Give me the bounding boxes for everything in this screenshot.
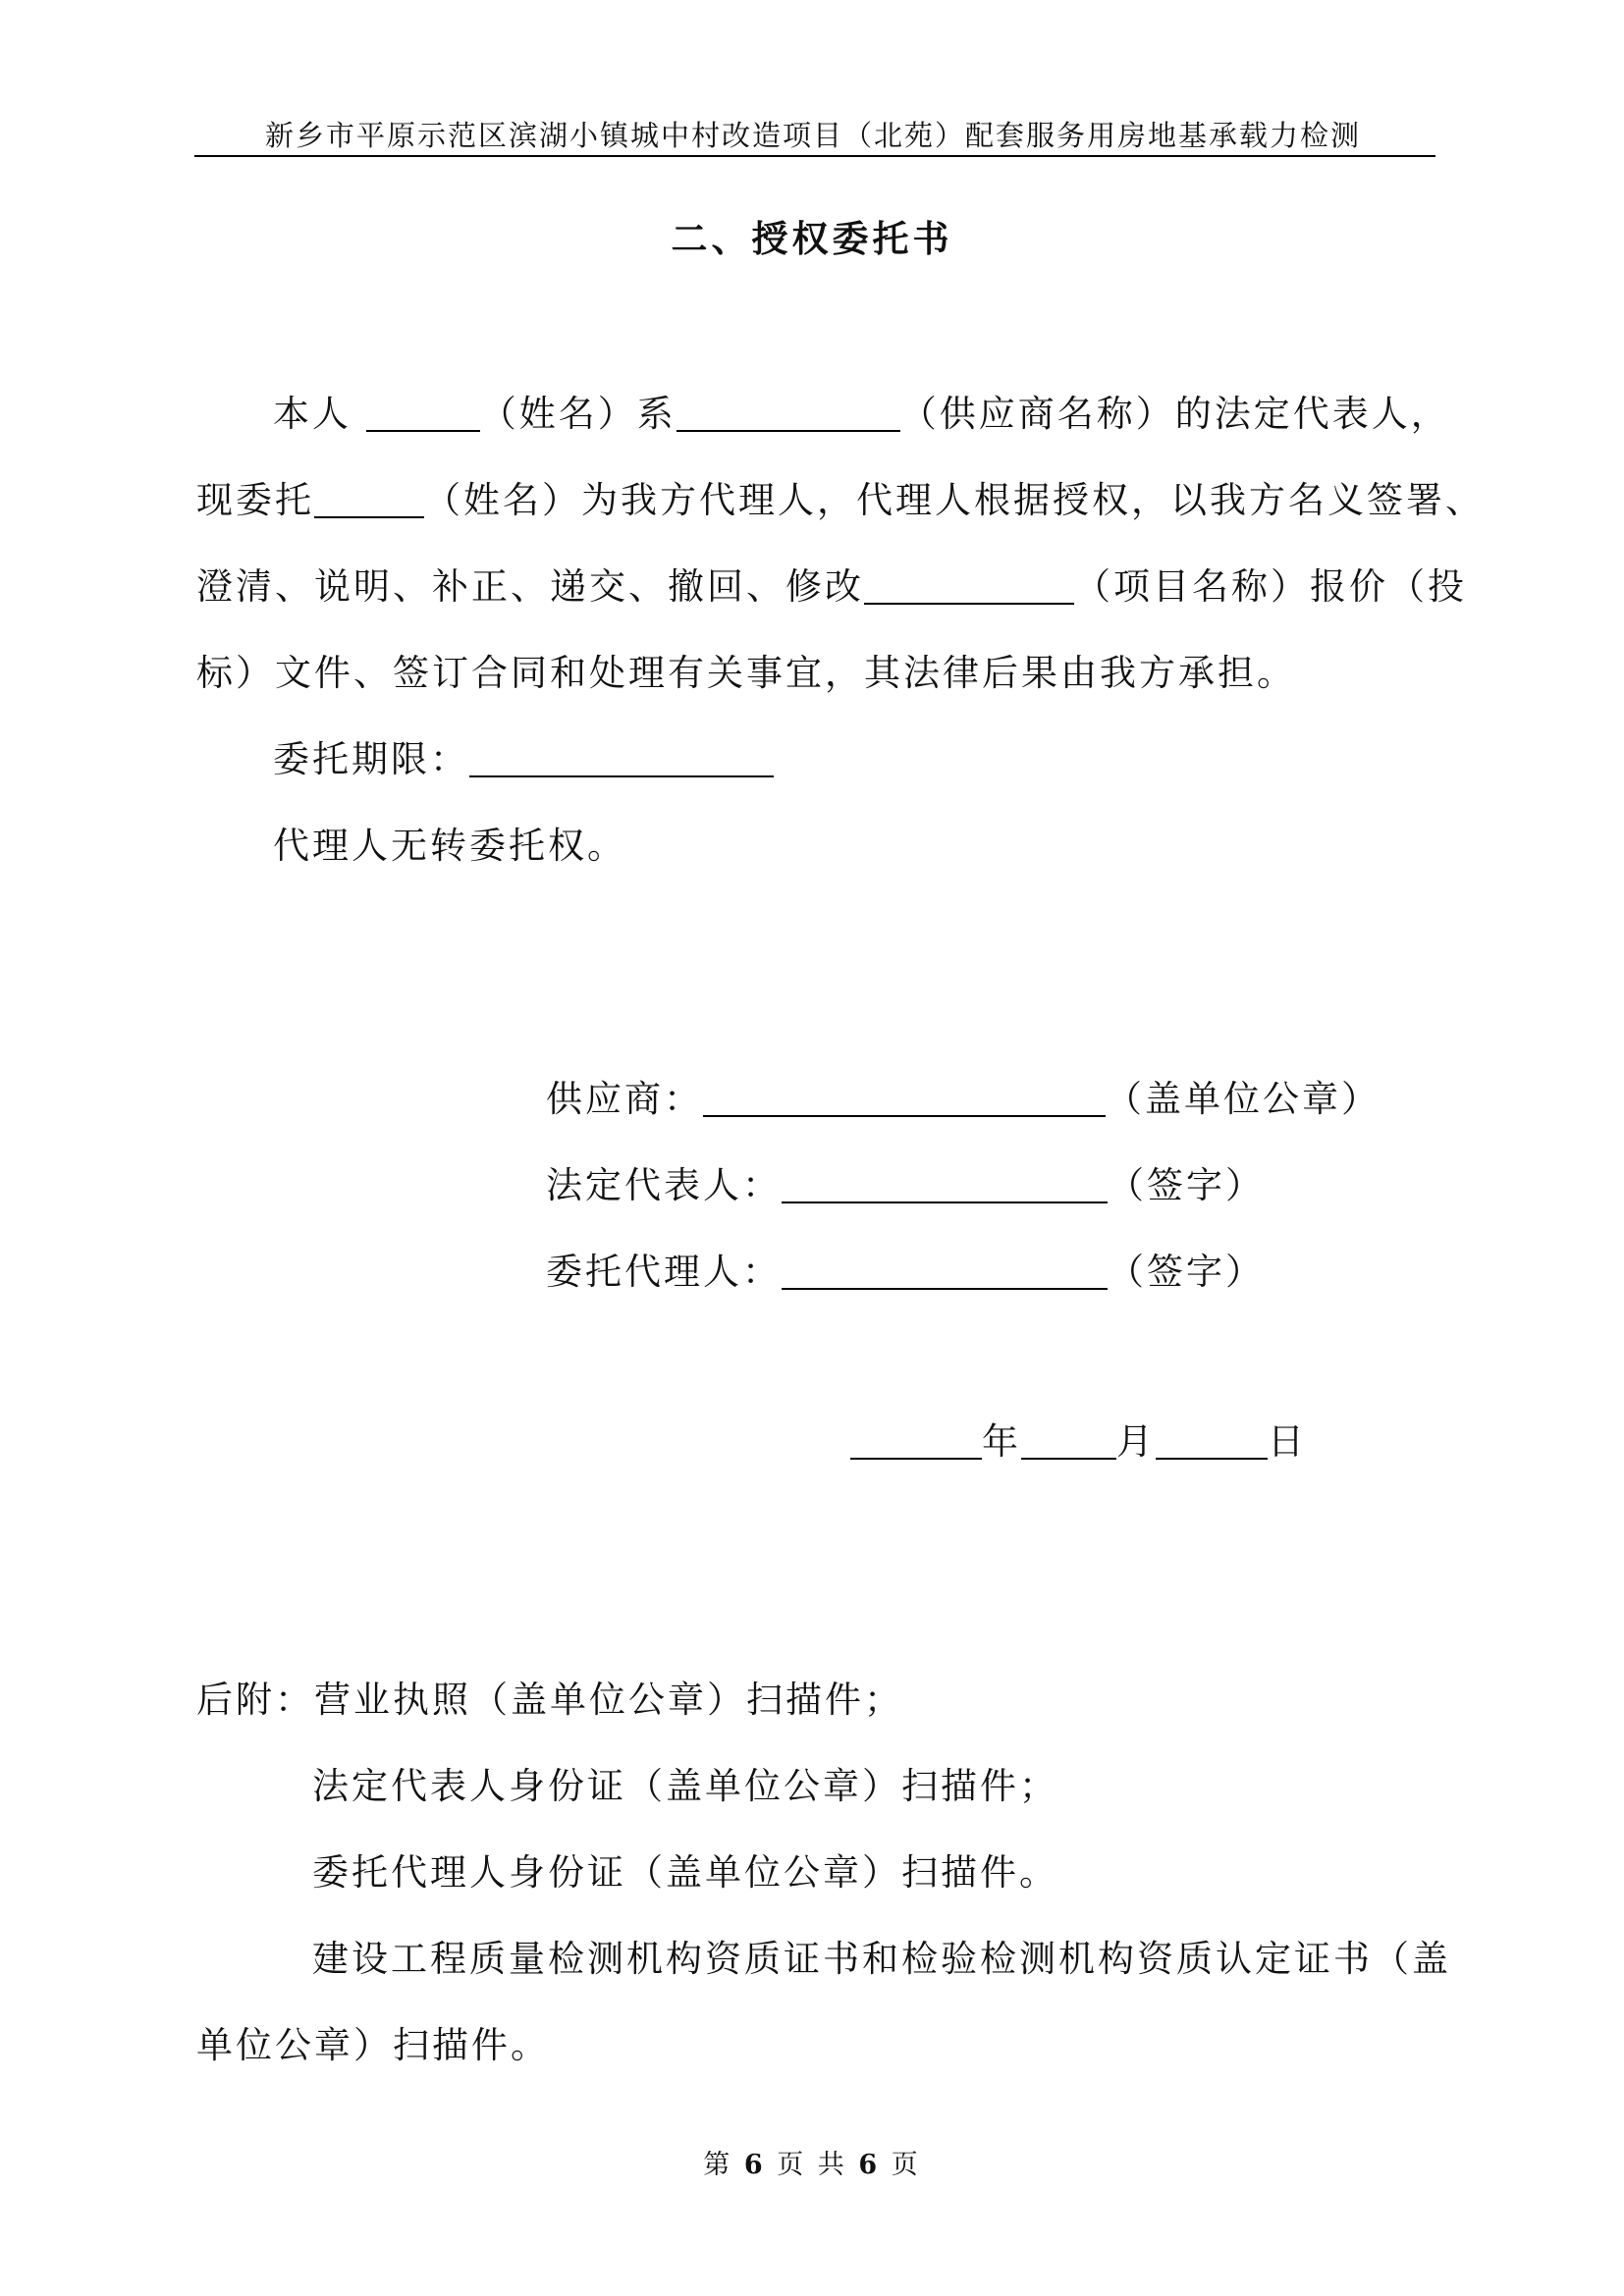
agent-label: 委托代理人： [546, 1251, 782, 1293]
month-label: 月 [1116, 1420, 1156, 1463]
legal-rep-note: （签字） [1108, 1164, 1265, 1206]
attachment-4-line-2: 单位公章）扫描件。 [196, 2024, 550, 2066]
total-page-number: 6 [858, 2150, 881, 2180]
term-blank [469, 740, 774, 777]
footer-prefix: 第 [703, 2150, 744, 2180]
attachment-3: 委托代理人身份证（盖单位公章）扫描件。 [312, 1851, 1058, 1894]
name-blank [366, 395, 480, 432]
project-name-blank [864, 567, 1074, 605]
paragraph-line-3 [196, 562, 1467, 612]
paragraph-line-2 [196, 476, 1485, 525]
agent-blank [782, 1253, 1108, 1290]
agent-name-blank [314, 481, 424, 518]
page-footer [0, 2148, 1624, 2183]
document-title: 二、授权委托书 [671, 217, 953, 260]
no-subdelegation-line: 代理人无转委托权。 [273, 825, 626, 867]
text-segment: （姓名）系 [479, 393, 677, 435]
date-line [850, 1417, 1307, 1467]
day-label: 日 [1268, 1420, 1307, 1463]
text-segment: （姓名）为我方代理人，代理人根据授权，以我方名义签署、 [424, 479, 1485, 521]
legal-rep-signature-line [546, 1161, 1265, 1210]
text-segment: （项目名称）报价（投 [1074, 565, 1467, 608]
attachment-1: 后附：营业执照（盖单位公章）扫描件； [196, 1679, 903, 1721]
legal-rep-label: 法定代表人： [546, 1164, 782, 1206]
agent-signature-line [546, 1248, 1265, 1297]
day-blank [1156, 1422, 1268, 1460]
month-blank [1021, 1422, 1116, 1460]
attachment-2: 法定代表人身份证（盖单位公章）扫描件； [312, 1765, 1058, 1807]
text-segment: 澄清、说明、补正、递交、撤回、修改 [196, 565, 864, 608]
paragraph-line-1 [273, 390, 1450, 439]
supplier-signature-line [546, 1075, 1380, 1124]
year-label: 年 [982, 1420, 1021, 1463]
text-segment: 现委托 [196, 479, 314, 521]
paragraph-line-4: 标）文件、签订合同和处理有关事宜，其法律后果由我方承担。 [196, 652, 1296, 694]
supplier-name-blank [677, 395, 900, 432]
legal-rep-blank [782, 1166, 1108, 1203]
supplier-label: 供应商： [546, 1078, 703, 1120]
text-segment: （供应商名称）的法定代表人， [899, 393, 1450, 435]
term-line [273, 735, 774, 784]
footer-middle: 页 共 [765, 2150, 859, 2180]
agent-note: （签字） [1108, 1251, 1265, 1293]
year-blank [850, 1422, 982, 1460]
supplier-blank [703, 1080, 1106, 1117]
supplier-note: （盖单位公章） [1106, 1078, 1380, 1120]
attachment-4-line-1: 建设工程质量检测机构资质证书和检验检测机构资质认定证书（盖 [312, 1938, 1451, 1980]
footer-suffix: 页 [880, 2150, 921, 2180]
running-header: 新乡市平原示范区滨湖小镇城中村改造项目（北苑）配套服务用房地基承载力检测 [264, 119, 1361, 152]
header-rule [194, 155, 1435, 157]
current-page-number: 6 [743, 2150, 766, 2180]
text-segment: 本人 [273, 393, 366, 435]
term-label: 委托期限： [273, 738, 469, 780]
